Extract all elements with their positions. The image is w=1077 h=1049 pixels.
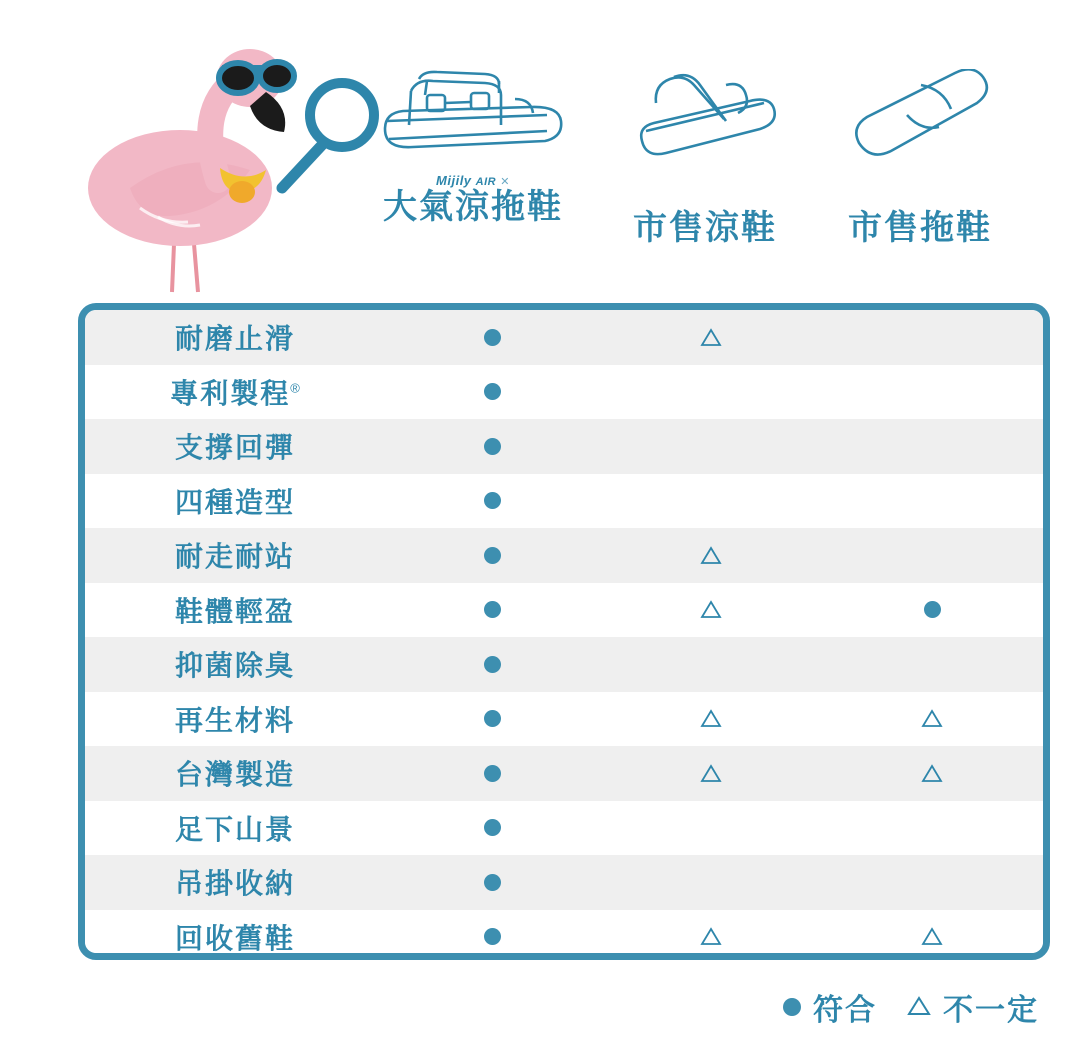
dot-icon [484, 874, 501, 891]
brand-x: ✕ [500, 176, 510, 188]
dot-icon [484, 383, 501, 400]
column-header-market-slipper [805, 60, 1035, 248]
legend-triangle-icon [907, 990, 931, 1024]
triangle-icon [700, 600, 722, 619]
table-row [85, 474, 1043, 529]
mark-cell [600, 474, 822, 529]
row-label: 耐磨止滑 [174, 323, 295, 355]
dot-icon [484, 656, 501, 673]
mark-cell [822, 310, 1044, 365]
brand-sub: AIR [475, 176, 497, 188]
flamingo-with-magnifier-mascot [70, 20, 380, 300]
mark-cell [385, 528, 600, 583]
mark-cell [600, 801, 822, 856]
header [0, 0, 1077, 300]
dot-icon [484, 819, 501, 836]
table-row [85, 637, 1043, 692]
mark-cell [600, 692, 822, 747]
mark-cell [385, 692, 600, 747]
sandal-strapped-icon [358, 60, 588, 165]
triangle-icon [921, 927, 943, 946]
row-label: 回收舊鞋 [174, 922, 295, 954]
mark-cell [822, 910, 1044, 961]
slipper-icon [805, 60, 1035, 165]
mark-cell [822, 419, 1044, 474]
triangle-icon [700, 328, 722, 347]
dot-icon [484, 928, 501, 945]
mark-cell [600, 637, 822, 692]
dot-icon [924, 601, 941, 618]
mark-cell [385, 583, 600, 638]
triangle-icon [700, 546, 722, 565]
legend-dot-icon [783, 998, 801, 1016]
legend-dot-label: 符合 [813, 994, 877, 1027]
row-label: 抑菌除臭 [174, 650, 295, 682]
mark-cell [385, 474, 600, 529]
triangle-icon [921, 709, 943, 728]
column-title-mijily: 大氣涼拖鞋 [383, 188, 563, 226]
triangle-icon [700, 927, 722, 946]
dot-icon [484, 710, 501, 727]
table-row [85, 910, 1043, 961]
row-label: 四種造型 [174, 486, 295, 518]
mark-cell [385, 419, 600, 474]
table-row [85, 801, 1043, 856]
mark-cell [600, 746, 822, 801]
mark-cell [822, 692, 1044, 747]
mark-cell [822, 365, 1044, 420]
dot-icon [484, 547, 501, 564]
legend [783, 985, 1039, 1029]
row-label: 鞋體輕盈 [174, 595, 295, 627]
table-row [85, 583, 1043, 638]
table-row [85, 528, 1043, 583]
mark-cell [600, 310, 822, 365]
brand-line [358, 173, 588, 188]
dot-icon [484, 765, 501, 782]
mark-cell [822, 528, 1044, 583]
table-row [85, 855, 1043, 910]
sandal-cross-icon [590, 60, 820, 165]
triangle-icon [700, 709, 722, 728]
dot-icon [484, 492, 501, 509]
table-row [85, 692, 1043, 747]
mark-cell [600, 583, 822, 638]
mark-cell [822, 583, 1044, 638]
mark-cell [822, 637, 1044, 692]
table-row [85, 365, 1043, 420]
mark-cell [385, 910, 600, 961]
dot-icon [484, 329, 501, 346]
legend-triangle-label: 不一定 [943, 994, 1039, 1027]
row-label: 台灣製造 [174, 759, 295, 791]
row-label: 足下山景 [174, 813, 295, 845]
column-title-market-sandal: 市售涼鞋 [633, 209, 777, 247]
row-label: 專利製程® [170, 377, 300, 409]
column-header-market-sandal [590, 60, 820, 248]
column-title-market-slipper: 市售拖鞋 [848, 209, 992, 247]
mark-cell [822, 801, 1044, 856]
mark-cell [385, 801, 600, 856]
mark-cell [385, 365, 600, 420]
mark-cell [600, 910, 822, 961]
mark-cell [822, 855, 1044, 910]
mark-cell [822, 474, 1044, 529]
row-label: 耐走耐站 [174, 541, 295, 573]
mark-cell [385, 310, 600, 365]
mark-cell [600, 855, 822, 910]
mark-cell [822, 746, 1044, 801]
row-label: 支撐回彈 [174, 432, 295, 464]
row-label: 吊掛收納 [174, 868, 295, 900]
mark-cell [385, 746, 600, 801]
mark-cell [600, 419, 822, 474]
table-row [85, 419, 1043, 474]
triangle-icon [921, 764, 943, 783]
dot-icon [484, 601, 501, 618]
mark-cell [385, 855, 600, 910]
mark-cell [600, 365, 822, 420]
brand-name: Mijily [436, 173, 472, 188]
mark-cell [600, 528, 822, 583]
triangle-icon [700, 764, 722, 783]
row-label: 再生材料 [174, 704, 295, 736]
row-label-superscript: ® [290, 380, 300, 396]
mark-cell [385, 637, 600, 692]
dot-icon [484, 438, 501, 455]
table-row [85, 310, 1043, 365]
column-header-mijily [358, 60, 588, 227]
table-row [85, 746, 1043, 801]
comparison-table [78, 303, 1050, 960]
